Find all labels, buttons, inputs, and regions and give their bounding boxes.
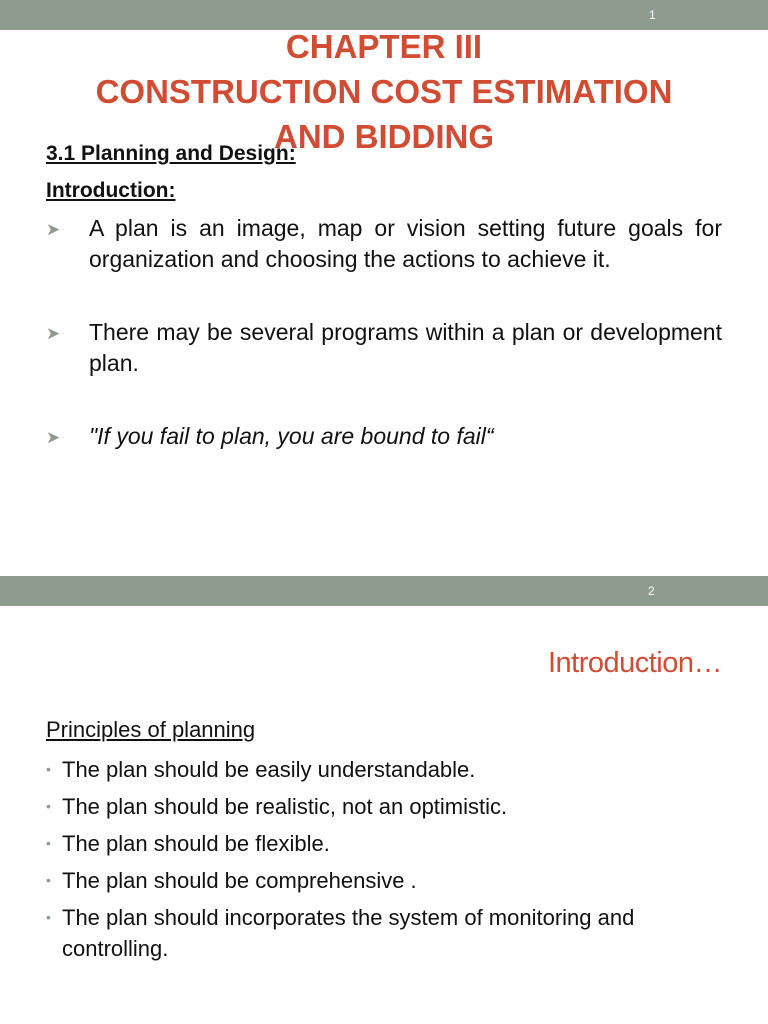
list-item	[46, 791, 722, 822]
dot-bullet-icon: •	[46, 909, 51, 925]
title-line-1: CHAPTER III	[285, 28, 483, 65]
list-item	[46, 865, 722, 896]
slide-number: 1	[649, 8, 656, 22]
bullet-list	[46, 213, 722, 452]
list-item	[46, 213, 722, 275]
principles-heading: Principles of planning	[46, 717, 256, 742]
dot-bullet-icon: •	[46, 798, 51, 814]
list-item	[46, 421, 722, 452]
list-item-text: The plan should be easily understandable.	[62, 757, 476, 782]
list-item	[46, 828, 722, 859]
slide-title	[0, 24, 768, 159]
slide-header-bar	[0, 576, 768, 606]
arrowhead-bullet-icon: ➤	[46, 324, 61, 343]
title-line-2: CONSTRUCTION COST ESTIMATION	[95, 73, 673, 110]
list-item-text: The plan should be realistic, not an optimistic.	[62, 794, 508, 819]
dot-bullet-icon: •	[46, 761, 51, 777]
title-line-3: AND BIDDING	[274, 118, 494, 155]
list-item-text: The plan should incorporates the system of monitoring and controlling.	[62, 905, 635, 961]
bullet-list	[46, 754, 722, 970]
arrowhead-bullet-icon: ➤	[46, 220, 61, 239]
dot-bullet-icon: •	[46, 872, 51, 888]
list-item-text: There may be several programs within a plan or development plan.	[89, 319, 722, 376]
dot-bullet-icon: •	[46, 835, 51, 851]
slide-2	[0, 576, 768, 1024]
list-item	[46, 902, 722, 964]
list-item-text: The plan should be flexible.	[62, 831, 330, 856]
introduction-heading: Introduction:	[46, 179, 176, 202]
quote-text: "If you fail to plan, you are bound to fail“	[89, 423, 494, 449]
list-item-text: The plan should be comprehensive .	[62, 868, 417, 893]
slide-number: 2	[648, 584, 655, 598]
section-heading: 3.1 Planning and Design:	[46, 142, 296, 165]
list-item	[46, 754, 722, 785]
list-item-text: A plan is an image, map or vision setting future goals for organization and choosing the actions to achieve it.	[89, 215, 722, 272]
list-item	[46, 317, 722, 379]
slide-title: Introduction…	[547, 647, 722, 679]
arrowhead-bullet-icon: ➤	[46, 428, 61, 447]
